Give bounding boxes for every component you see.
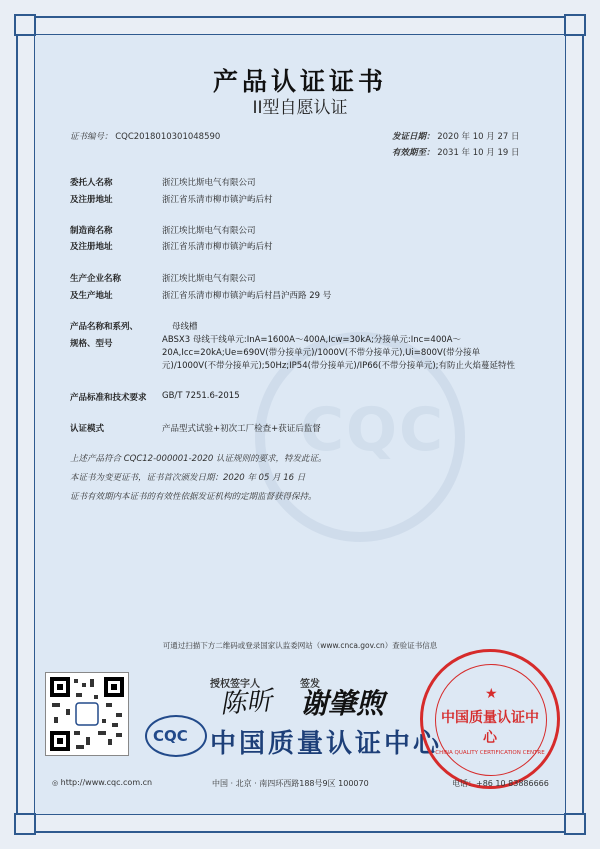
- certificate-title: 产品认证证书: [212, 67, 387, 96]
- product-label: 产品名称和系列、: [70, 322, 139, 332]
- client-addr-label: 及注册地址: [70, 195, 113, 205]
- stamp-ring-text: CHINA QUALITY CERTIFICATION CENTRE: [435, 750, 545, 756]
- maker-label: 制造商名称: [70, 226, 113, 236]
- mode-label: 认证模式: [70, 424, 105, 434]
- valid-date: 2031 年 10 月 19 日: [437, 148, 520, 158]
- query-note: 可通过扫描下方二维码或登录国家认监委网站（www.cnca.gov.cn）查验证书信息: [162, 641, 438, 650]
- qr-code-pattern: [46, 673, 128, 755]
- product-spec: ABSX3 母线干线单元:InA=1600A～400A,Icw=30kA;分接单元:Inc=400A～20A,Icc=20kA;Ue=690V(带分接单元)/1000V(不带分接单元),Ui=800V(带分接单元)/1000V(不带分接单元);50Hz;IP54(带分接单元)/IP66(不带分接单元);有防止火焰蔓延特性: [162, 335, 516, 371]
- factory-label: 生产企业名称: [70, 274, 122, 284]
- product-name: 母线槽: [172, 322, 198, 332]
- qr-code[interactable]: [45, 672, 129, 756]
- issue-label: 发证日期：: [392, 132, 435, 142]
- certificate-subtitle: II型自愿认证: [252, 98, 348, 118]
- standard: GB/T 7251.6-2015: [162, 391, 240, 401]
- issuing-body-name: 中国质量认证中心: [210, 729, 443, 759]
- footer-website-text[interactable]: http://www.cqc.com.cn: [60, 778, 153, 787]
- cert-no: CQC2018010301048590: [115, 132, 221, 142]
- factory-name: 浙江埃比斯电气有限公司: [162, 274, 256, 284]
- footer-phone: 电话：+86 10 83886666: [452, 779, 549, 788]
- client-name: 浙江埃比斯电气有限公司: [162, 178, 256, 188]
- watermark-logo: CQC: [300, 395, 446, 465]
- mode: 产品型式试验+初次工厂检查+获证后监督: [162, 424, 321, 434]
- valid-label: 有效期至：: [392, 148, 435, 158]
- note-line-3: 证书有效期内本证书的有效性依据发证机构的定期监督获得保持。: [70, 492, 317, 502]
- cert-no-label: 证书编号：: [70, 132, 113, 142]
- issuer-signature: 谢肇煦: [300, 687, 385, 720]
- factory-addr-label: 及生产地址: [70, 291, 113, 301]
- issue-date: 2020 年 10 月 27 日: [437, 132, 520, 142]
- standard-label: 产品标准和技术要求: [70, 393, 147, 403]
- signer-signature: 陈昕: [219, 686, 274, 720]
- maker-name: 浙江埃比斯电气有限公司: [162, 226, 256, 236]
- note-line-2: 本证书为变更证书，证书首次颁发日期：2020 年 05 月 16 日: [70, 473, 306, 483]
- cqc-logo-text: CQC: [153, 727, 188, 745]
- signer-label: 授权签字人: [210, 679, 260, 690]
- maker-addr: 浙江省乐清市柳市镇沪屿后村: [162, 242, 273, 252]
- valid-date-row: [392, 146, 520, 158]
- official-stamp: [420, 649, 560, 789]
- client-label: 委托人名称: [70, 178, 113, 188]
- stamp-center-text: 中国质量认证中心: [441, 710, 539, 746]
- issue-date-row: [392, 130, 520, 142]
- corner-ornament: [564, 813, 586, 835]
- issuer-label: 签发: [300, 679, 320, 690]
- corner-ornament: [14, 14, 36, 36]
- maker-addr-label: 及注册地址: [70, 242, 113, 252]
- factory-addr: 浙江省乐清市柳市镇沪屿后村昌沪西路 29 号: [162, 291, 332, 301]
- client-addr: 浙江省乐清市柳市镇沪屿后村: [162, 195, 273, 205]
- corner-ornament: [14, 813, 36, 835]
- globe-icon: ◎: [52, 779, 59, 787]
- footer-address: 中国 · 北京 · 南四环西路188号9区 100070: [212, 779, 369, 788]
- cert-no-row: [70, 130, 220, 142]
- corner-ornament: [564, 14, 586, 36]
- footer-website[interactable]: [52, 778, 152, 787]
- note-line-1: 上述产品符合 CQC12-000001-2020 认证规则的要求，特发此证。: [70, 454, 327, 464]
- star-icon: ★: [485, 686, 498, 702]
- product-label-2: 规格、型号: [70, 339, 113, 349]
